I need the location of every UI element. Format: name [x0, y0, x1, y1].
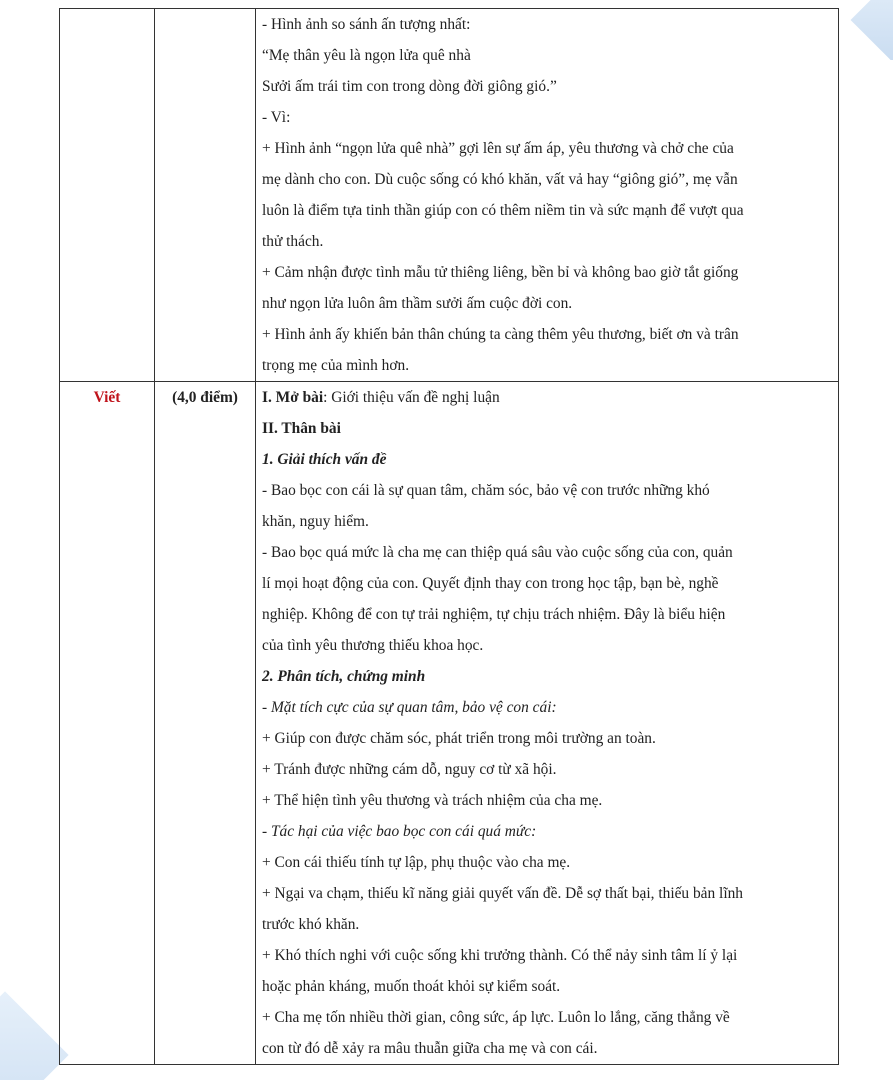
text-line: trước khó khăn.	[262, 916, 360, 933]
text-line: lí mọi hoạt động của con. Quyết định thay con trong học tập, bạn bè, nghề	[262, 575, 719, 592]
text-line: - Hình ảnh so sánh ấn tượng nhất:	[262, 16, 471, 33]
text-line: luôn là điểm tựa tinh thần giúp con có thêm niềm tin và sức mạnh để vượt qua	[262, 202, 744, 219]
text-line: + Ngại va chạm, thiếu kĩ năng giải quyết vấn đề. Dễ sợ thất bại, thiếu bản lĩnh	[262, 885, 743, 902]
text-line: II. Thân bài	[262, 420, 341, 437]
text-line: - Vì:	[262, 109, 291, 126]
intro-text: : Giới thiệu vấn đề nghị luận	[323, 389, 500, 406]
text-line: như ngọn lửa luôn âm thầm sưởi ấm cuộc đời con.	[262, 295, 573, 312]
text-line: - Mặt tích cực của sự quan tâm, bảo vệ con cái:	[262, 699, 557, 716]
answer-lines	[256, 9, 838, 381]
text-line: + Hình ảnh ấy khiến bản thân chúng ta càng thêm yêu thương, biết ơn và trân	[262, 326, 739, 343]
text-line: + Cha mẹ tốn nhiều thời gian, công sức, áp lực. Luôn lo lắng, căng thẳng về	[262, 1009, 730, 1026]
text-line: - Bao bọc quá mức là cha mẹ can thiệp quá sâu vào cuộc sống của con, quản	[262, 544, 733, 561]
table-row-reading-answer	[60, 9, 839, 382]
answer-key-table	[59, 8, 839, 1065]
text-line: - Bao bọc con cái là sự quan tâm, chăm sóc, bảo vệ con trước những khó	[262, 482, 710, 499]
text-line: khăn, nguy hiểm.	[262, 513, 369, 530]
text-line: 1. Giải thích vấn đề	[262, 451, 387, 468]
text-line: của tình yêu thương thiếu khoa học.	[262, 637, 484, 654]
text-line: 2. Phân tích, chứng minh	[262, 668, 426, 685]
essay-lines	[256, 382, 838, 1064]
section-score-viet: (4,0 điểm)	[155, 382, 256, 1065]
text-line: + Tránh được những cám dỗ, nguy cơ từ xã hội.	[262, 761, 557, 778]
text-line: mẹ dành cho con. Dù cuộc sống có khó khăn, vất vả hay “giông gió”, mẹ vẫn	[262, 171, 738, 188]
text-line: thử thách.	[262, 233, 324, 250]
intro-line	[256, 382, 838, 413]
cell-score-empty	[155, 9, 256, 382]
text-line: + Hình ảnh “ngọn lửa quê nhà” gợi lên sự ấm áp, yêu thương và chở che của	[262, 140, 734, 157]
text-line: + Cảm nhận được tình mẫu tử thiêng liêng, bền bỉ và không bao giờ tắt giống	[262, 264, 739, 281]
text-line: Sưởi ấm trái tim con trong dòng đời giông gió.”	[262, 78, 557, 95]
cell-answer-content	[256, 9, 839, 382]
table-row-viet	[60, 382, 839, 1065]
text-line: + Khó thích nghi với cuộc sống khi trưởng thành. Có thể nảy sinh tâm lí ỷ lại	[262, 947, 738, 964]
text-line: hoặc phản kháng, muốn thoát khỏi sự kiểm soát.	[262, 978, 561, 995]
text-line: + Thể hiện tình yêu thương và trách nhiệm của cha mẹ.	[262, 792, 603, 809]
text-line: trọng mẹ của mình hơn.	[262, 357, 410, 374]
text-line: con từ đó dễ xảy ra mâu thuẫn giữa cha mẹ và con cái.	[262, 1040, 598, 1057]
corner-decoration-top-right	[833, 0, 893, 60]
cell-section-empty	[60, 9, 155, 382]
cell-essay-content	[256, 382, 839, 1065]
intro-heading: I. Mở bài	[262, 389, 324, 406]
text-line: + Con cái thiếu tính tự lập, phụ thuộc vào cha mẹ.	[262, 854, 571, 871]
text-line: “Mẹ thân yêu là ngọn lửa quê nhà	[262, 47, 471, 64]
section-label-viet: Viết	[60, 382, 155, 1065]
text-line: + Giúp con được chăm sóc, phát triển trong môi trường an toàn.	[262, 730, 656, 747]
text-line: - Tác hại của việc bao bọc con cái quá mức:	[262, 823, 537, 840]
text-line: nghiệp. Không để con tự trải nghiệm, tự chịu trách nhiệm. Đây là biểu hiện	[262, 606, 726, 623]
